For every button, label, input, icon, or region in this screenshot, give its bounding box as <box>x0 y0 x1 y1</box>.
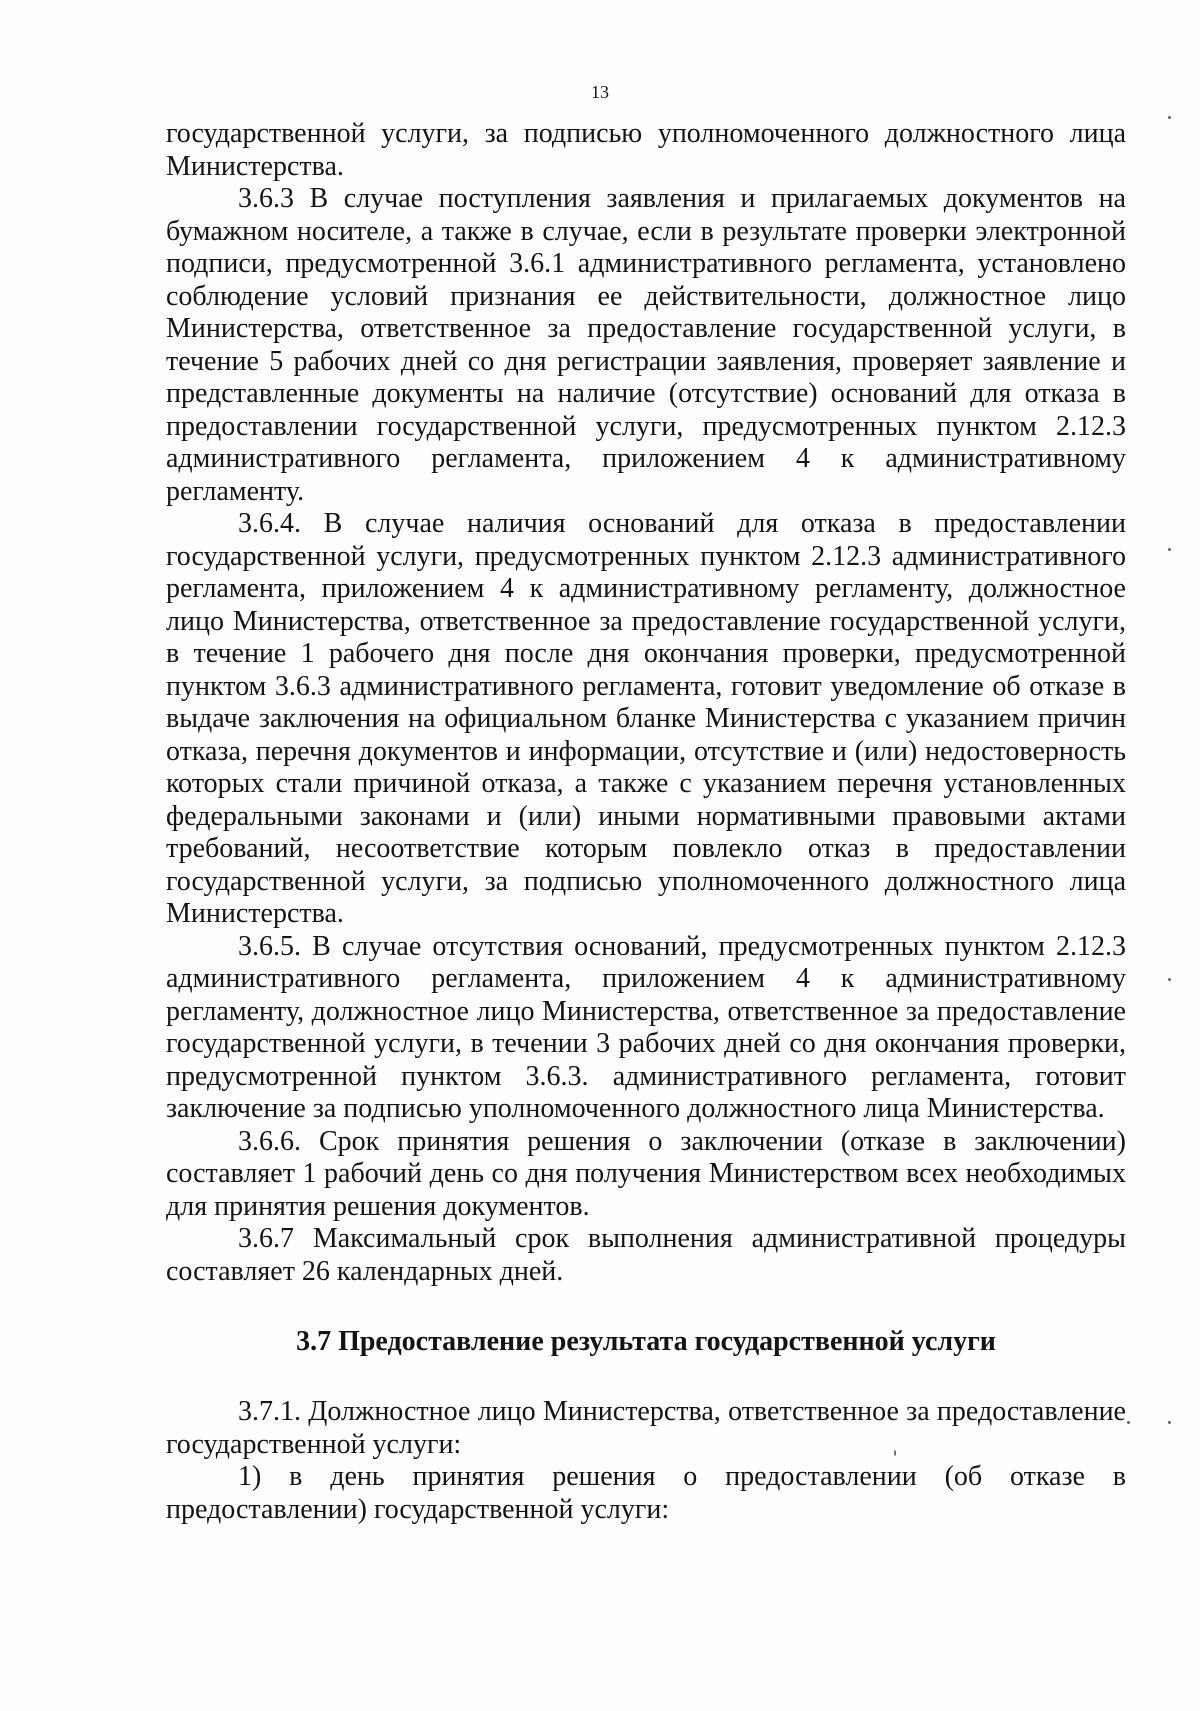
paragraph-3-6-3: 3.6.3 В случае поступления заявления и прилагаемых документов на бумажном носителе, а также в случае, если в результате проверки электронной подписи, предусмотренной 3.6.1 административного регламента, установлено соблюдение условий признания ее действительности, должностное лицо Министерства, ответственное за предоставление государственной услуги, в течение 5 рабочих дней со дня регистрации заявления, проверяет заявление и представленные документы на наличие (отсутствие) оснований для отказа в предоставлении государственной услуги, предусмотренных пунктом 2.12.3 административного регламента, приложением 4 к административному регламенту. <box>166 183 1126 507</box>
paragraph-item-1: 1) в день принятия решения о предоставлении (об отказе в предоставлении) государственной услуги: <box>166 1461 1126 1525</box>
page-number: 13 <box>591 82 609 102</box>
scan-speck <box>1168 1421 1171 1424</box>
paragraph-3-7-1: 3.7.1. Должностное лицо Министерства, ответственное за предоставление государственной услуги: <box>166 1396 1126 1460</box>
paragraph-3-6-7: 3.6.7 Максимальный срок выполнения административной процедуры составляет 26 календарных дней. <box>166 1223 1126 1287</box>
document-body <box>166 118 1126 1526</box>
scan-speck <box>894 1450 896 1456</box>
scan-speck <box>1168 548 1171 551</box>
paragraph-3-6-5: 3.6.5. В случае отсутствия оснований, предусмотренных пунктом 2.12.3 административного регламента, приложением 4 к административному регламенту, должностное лицо Министерства, ответственное за предоставление государственной услуги, в течении 3 рабочих дней со дня окончания проверки, предусмотренной пунктом 3.6.3. административного регламента, готовит заключение за подписью уполномоченного должностного лица Министерства. <box>166 930 1126 1124</box>
scan-speck <box>1168 978 1171 981</box>
scan-speck <box>1127 1421 1130 1424</box>
paragraph-3-6-4: 3.6.4. В случае наличия оснований для отказа в предоставлении государственной услуги, предусмотренных пунктом 2.12.3 административного регламента, приложением 4 к административному регламенту, должностное лицо Министерства, ответственное за предоставление государственной услуги, в течение 1 рабочего дня после дня окончания проверки, предусмотренной пунктом 3.6.3 административного регламента, готовит уведомление об отказе в выдаче заключения на официальном бланке Министерства с указанием причин отказа, перечня документов и информации, отсутствие и (или) недостоверность которых стали причиной отказа, а также с указанием перечня установленных федеральными законами и (или) иными нормативными правовыми актами требований, несоответствие которым повлекло отказ в предоставлении государственной услуги, за подписью уполномоченного должностного лица Министерства. <box>166 508 1126 929</box>
paragraph-continuation: государственной услуги, за подписью уполномоченного должностного лица Министерства. <box>166 118 1126 182</box>
scan-speck <box>1168 116 1171 119</box>
section-heading: 3.7 Предоставление результата государственной услуги <box>296 1326 996 1357</box>
paragraph-3-6-6: 3.6.6. Срок принятия решения о заключении (отказе в заключении) составляет 1 рабочий день со дня получения Министерством всех необходимых для принятия решения документов. <box>166 1125 1126 1222</box>
